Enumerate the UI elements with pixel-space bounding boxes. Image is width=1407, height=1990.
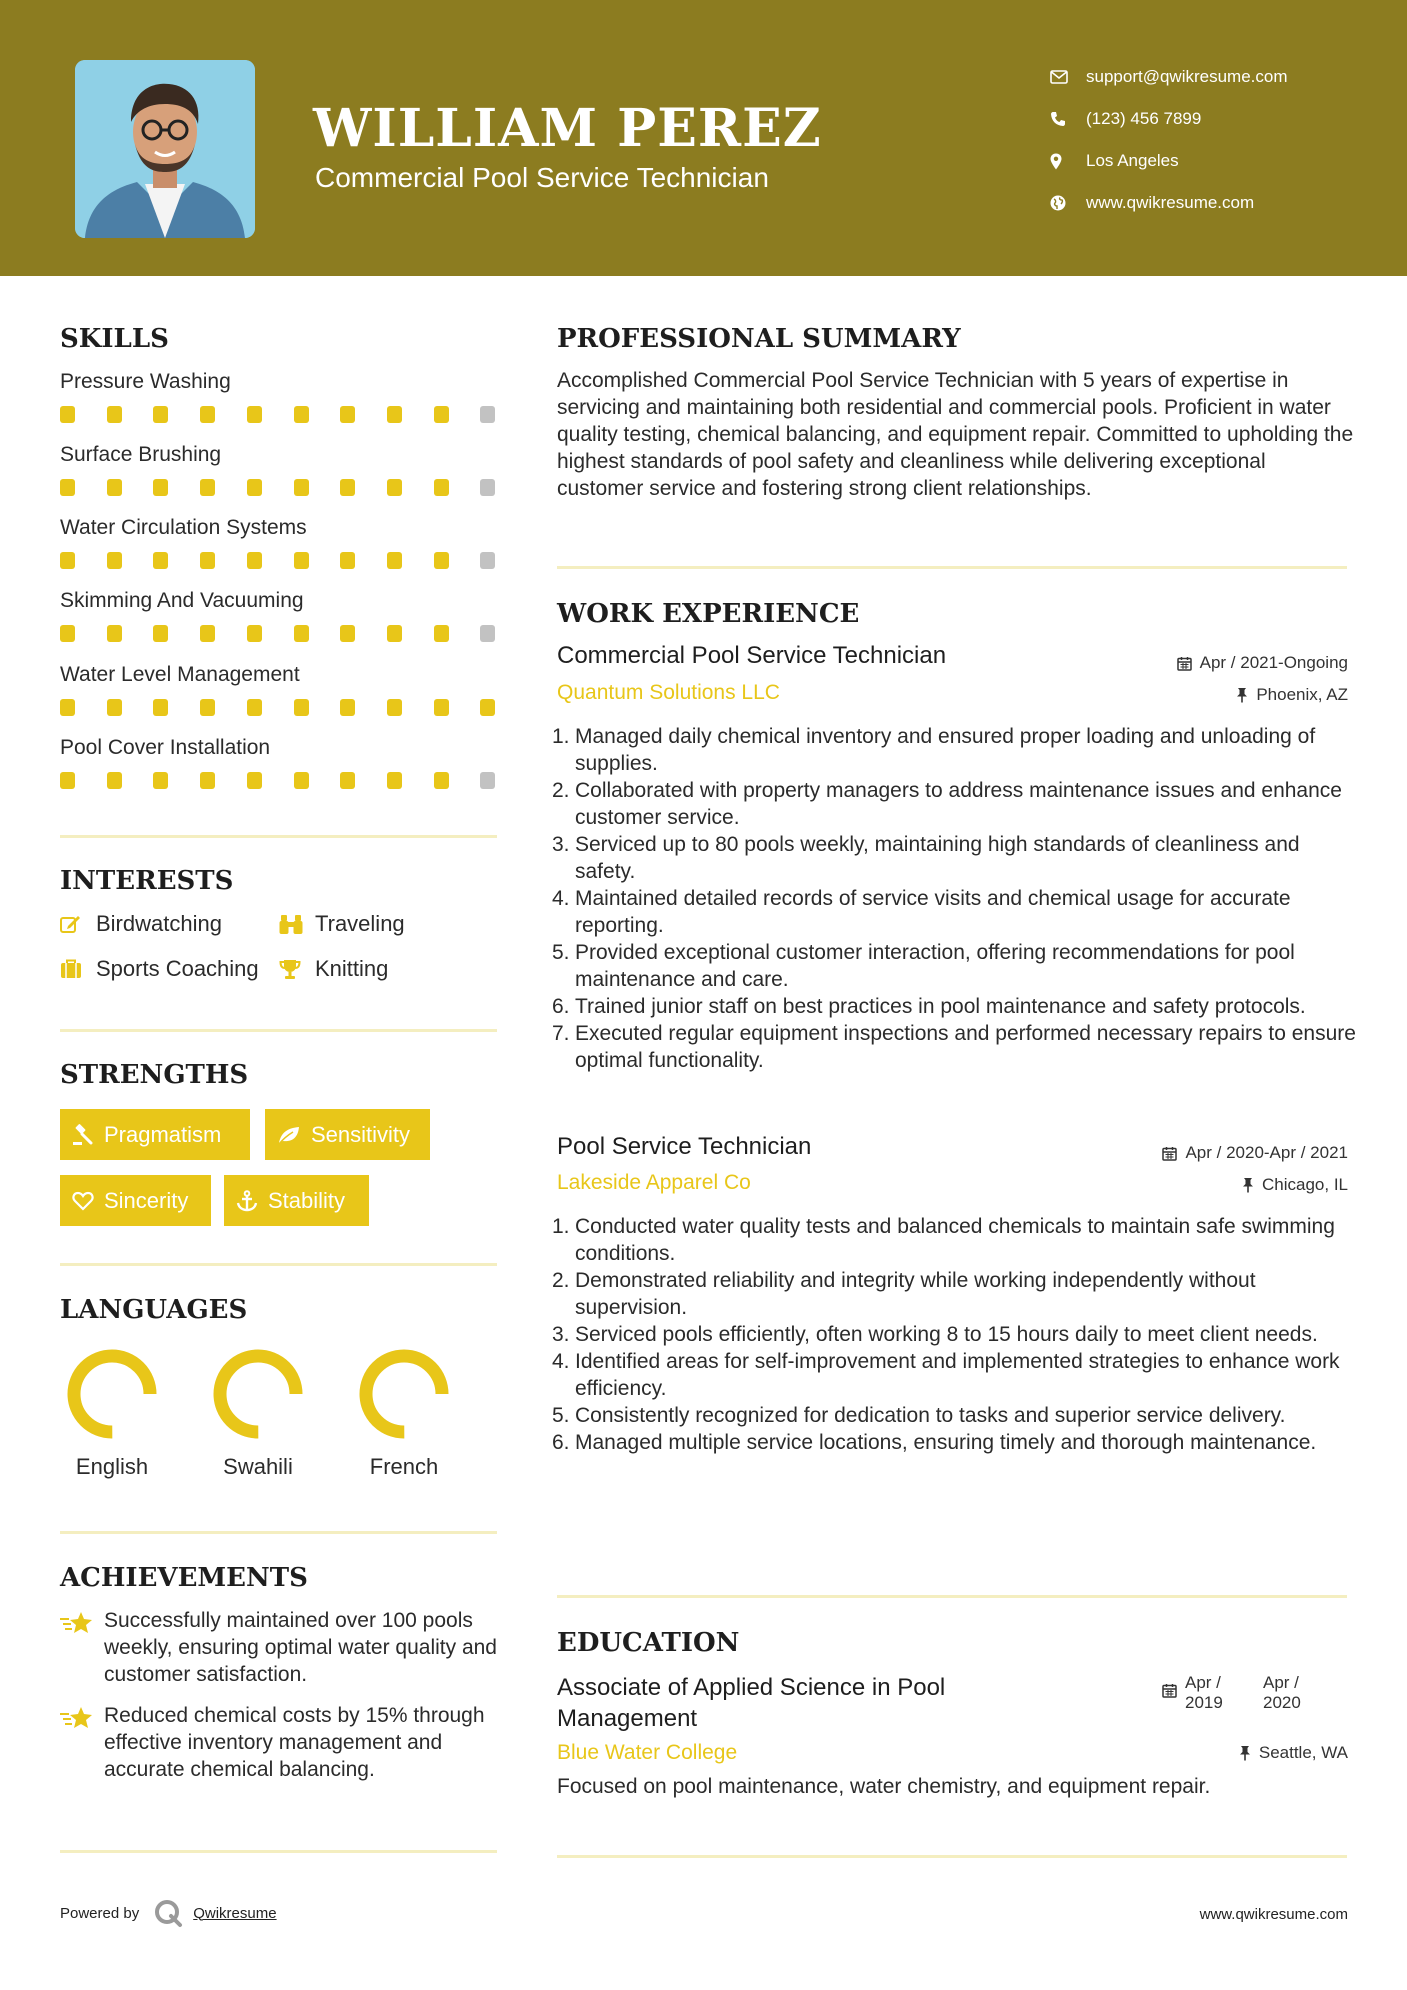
skill-dot-filled: [434, 406, 449, 423]
skill-dot-filled: [200, 406, 215, 423]
contact-website[interactable]: www.qwikresume.com: [1050, 182, 1380, 224]
skill-item: [60, 514, 500, 572]
skill-dot-filled: [107, 479, 122, 496]
skill-dot-filled: [60, 699, 75, 716]
skill-dot-empty: [480, 479, 495, 496]
bullet-item: 6. Managed multiple service locations, ensuring timely and thorough maintenance.: [552, 1431, 1317, 1454]
section-divider: [60, 1531, 497, 1534]
skill-dot-filled: [294, 406, 309, 423]
language-item: [52, 1346, 172, 1480]
pushpin-icon: [1242, 1177, 1254, 1193]
job-bullets: [552, 723, 1357, 1074]
gavel-icon: [72, 1124, 94, 1146]
anchor-icon: [236, 1190, 258, 1212]
bullet-item: 2. Collaborated with property managers to address maintenance issues and enhance customer service.: [552, 779, 1342, 829]
section-divider: [60, 1263, 497, 1266]
language-item: [344, 1346, 464, 1480]
job-date: Apr / 2020-Apr / 2021: [1162, 1143, 1348, 1163]
footer-url-link[interactable]: www.qwikresume.com: [1199, 1906, 1348, 1923]
skill-dot-filled: [294, 699, 309, 716]
skill-item: [60, 368, 500, 426]
skill-dot-filled: [294, 479, 309, 496]
skill-name: Water Level Management: [60, 663, 300, 686]
skill-dot-filled: [247, 699, 262, 716]
skill-dot-filled: [387, 406, 402, 423]
summary-text: Accomplished Commercial Pool Service Technician with 5 years of expertise in servicing and maintaining both residential and commercial pools. Proficient in water quality testing, chemical balancing, and equipment repair. Committed to upholding the highest standards of pool safety and cleanliness while delivering exceptional customer service and fostering strong client relationships.: [557, 369, 1354, 500]
skill-dot-filled: [387, 552, 402, 569]
skill-dot-empty: [480, 406, 495, 423]
language-name: English: [75, 1454, 149, 1479]
footer-brand-link[interactable]: Qwikresume: [193, 1904, 277, 1922]
skill-rating: [60, 479, 500, 499]
skill-dot-filled: [247, 479, 262, 496]
skill-dot-filled: [387, 625, 402, 642]
interest-item: Birdwatching: [60, 911, 222, 937]
skill-dot-filled: [200, 699, 215, 716]
strength-badge: Stability: [224, 1175, 369, 1226]
skill-dot-filled: [107, 625, 122, 642]
skill-dot-filled: [153, 552, 168, 569]
section-divider: [60, 835, 497, 838]
skill-dot-empty: [480, 625, 495, 642]
skill-rating: [60, 772, 500, 792]
achievement-item: [60, 1702, 500, 1783]
skill-dot-filled: [294, 625, 309, 642]
skill-rating: [60, 699, 500, 719]
language-ring: [356, 1346, 452, 1442]
contact-list: [1050, 56, 1380, 224]
pushpin-icon: [1236, 687, 1248, 703]
contact-phone[interactable]: (123) 456 7899: [1050, 98, 1380, 140]
skill-dot-filled: [200, 625, 215, 642]
bullet-item: 3. Serviced pools efficiently, often working 8 to 15 hours daily to meet client needs.: [552, 1323, 1318, 1346]
summary-heading: PROFESSIONAL SUMMARY: [557, 324, 961, 354]
bullet-item: 1. Conducted water quality tests and balanced chemicals to maintain safe swimming conditions.: [552, 1215, 1335, 1265]
shooting-star-icon: [60, 1702, 104, 1783]
bullet-item: 6. Trained junior staff on best practices in pool maintenance and safety protocols.: [552, 995, 1306, 1018]
skill-rating: [60, 625, 500, 645]
job-title: Commercial Pool Service Technician: [557, 642, 947, 669]
skill-dot-filled: [434, 699, 449, 716]
skill-dot-filled: [247, 406, 262, 423]
education-description: Focused on pool maintenance, water chemistry, and equipment repair.: [557, 1775, 1211, 1798]
pushpin-icon: [1239, 1745, 1251, 1761]
section-divider: [557, 566, 1347, 569]
bullet-item: 7. Executed regular equipment inspections and performed necessary repairs to ensure optimal functionality.: [552, 1022, 1356, 1072]
skill-dot-filled: [434, 772, 449, 789]
section-divider: [557, 1855, 1347, 1858]
school-name: Blue Water College: [557, 1741, 738, 1764]
heart-icon: [72, 1191, 94, 1211]
bullet-item: 2. Demonstrated reliability and integrity while working independently without supervision.: [552, 1269, 1256, 1319]
footer-powered-by: Powered by Qwikresume: [60, 1898, 277, 1928]
binoculars-icon: [279, 913, 315, 935]
strengths-heading: STRENGTHS: [60, 1060, 249, 1090]
skill-dot-filled: [387, 772, 402, 789]
skill-dot-empty: [480, 772, 495, 789]
skill-name: Surface Brushing: [60, 443, 222, 466]
education-location: Seattle, WA: [1239, 1743, 1348, 1763]
education-start: Apr / 2019: [1185, 1673, 1223, 1712]
calendar-icon: [1162, 1673, 1177, 1703]
trophy-icon: [279, 958, 315, 980]
language-proficiency-arc: [74, 1356, 150, 1432]
languages-heading: LANGUAGES: [60, 1295, 248, 1325]
language-ring: [64, 1346, 160, 1442]
skill-dot-filled: [294, 772, 309, 789]
section-divider: [60, 1850, 497, 1853]
skill-dot-filled: [153, 625, 168, 642]
calendar-icon: [1177, 656, 1192, 671]
skill-name: Pool Cover Installation: [60, 736, 271, 759]
skill-item: [60, 441, 500, 499]
language-proficiency-arc: [366, 1356, 442, 1432]
skill-dot-filled: [60, 772, 75, 789]
skill-dot-filled: [247, 552, 262, 569]
skill-dot-filled: [107, 406, 122, 423]
skill-dot-filled: [340, 699, 355, 716]
education-date: [1162, 1673, 1313, 1713]
achievement-text: Successfully maintained over 100 pools weekly, ensuring optimal water quality and customer satisfaction.: [104, 1609, 497, 1686]
skill-dot-filled: [200, 552, 215, 569]
skill-item: [60, 587, 500, 645]
language-name: Swahili: [223, 1454, 293, 1479]
skill-dot-filled: [340, 552, 355, 569]
bullet-item: 3. Serviced up to 80 pools weekly, maintaining high standards of cleanliness and safety.: [552, 833, 1300, 883]
experience-heading: WORK EXPERIENCE: [557, 599, 860, 629]
skill-rating: [60, 552, 500, 572]
skill-rating: [60, 406, 500, 426]
briefcase-icon: [60, 959, 96, 979]
interest-item: Knitting: [279, 956, 388, 982]
leaf-icon: [277, 1125, 301, 1145]
job-title: Pool Service Technician: [557, 1133, 812, 1160]
skill-dot-filled: [60, 406, 75, 423]
calendar-icon: [1162, 1146, 1177, 1161]
achievements-heading: ACHIEVEMENTS: [60, 1563, 308, 1593]
language-ring: [210, 1346, 306, 1442]
skill-dot-filled: [340, 625, 355, 642]
strength-badge: Pragmatism: [60, 1109, 250, 1160]
skill-dot-filled: [107, 772, 122, 789]
skill-dot-filled: [107, 552, 122, 569]
skill-dot-filled: [153, 479, 168, 496]
company-name: Lakeside Apparel Co: [557, 1171, 751, 1194]
job-location: Phoenix, AZ: [1236, 685, 1348, 705]
bullet-item: 5. Provided exceptional customer interaction, offering recommendations for pool maintenance and care.: [552, 941, 1295, 991]
pencil-square-icon: [60, 914, 96, 934]
skill-dot-filled: [387, 479, 402, 496]
skill-dot-filled: [200, 479, 215, 496]
section-divider: [557, 1595, 1347, 1598]
skill-dot-filled: [434, 479, 449, 496]
phone-icon: [1050, 111, 1086, 127]
skill-dot-filled: [340, 406, 355, 423]
bullet-item: 4. Identified areas for self-improvement and implemented strategies to enhance work efficiency.: [552, 1350, 1340, 1400]
skill-dot-filled: [434, 552, 449, 569]
skill-name: Water Circulation Systems: [60, 516, 307, 539]
achievement-item: [60, 1607, 500, 1688]
skill-dot-filled: [153, 772, 168, 789]
skill-dot-filled: [60, 479, 75, 496]
map-pin-icon: [1050, 153, 1086, 170]
skill-dot-filled: [294, 552, 309, 569]
interest-item: Sports Coaching: [60, 956, 259, 982]
skill-item: [60, 734, 500, 792]
skill-dot-filled: [480, 699, 495, 716]
skill-name: Pressure Washing: [60, 370, 231, 393]
skill-dot-filled: [247, 625, 262, 642]
language-item: [198, 1346, 318, 1480]
company-name: Quantum Solutions LLC: [557, 681, 780, 704]
header-banner: [0, 0, 1407, 276]
language-proficiency-arc: [220, 1356, 296, 1432]
skill-dot-filled: [153, 699, 168, 716]
envelope-icon: [1050, 70, 1086, 84]
skill-dot-filled: [387, 699, 402, 716]
profile-photo: [75, 60, 255, 238]
bullet-item: 5. Consistently recognized for dedication to tasks and superior service delivery.: [552, 1404, 1286, 1427]
skills-heading: SKILLS: [60, 324, 169, 354]
contact-location: Los Angeles: [1050, 140, 1380, 182]
skill-dot-filled: [107, 699, 122, 716]
candidate-title: Commercial Pool Service Technician: [315, 162, 769, 193]
bullet-item: 4. Maintained detailed records of service visits and chemical usage for accurate reporting.: [552, 887, 1291, 937]
shooting-star-icon: [60, 1607, 104, 1688]
skill-dot-filled: [247, 772, 262, 789]
job-location: Chicago, IL: [1242, 1175, 1348, 1195]
skill-dot-filled: [200, 772, 215, 789]
achievement-text: Reduced chemical costs by 15% through effective inventory management and accurate chemical balancing.: [104, 1704, 485, 1781]
education-heading: EDUCATION: [557, 1628, 740, 1658]
job-date: Apr / 2021-Ongoing: [1177, 653, 1348, 673]
skill-dot-filled: [340, 479, 355, 496]
strength-badge: Sincerity: [60, 1175, 211, 1226]
qwikresume-logo-icon: [153, 1898, 183, 1928]
degree-title: Associate of Applied Science in Pool Management: [557, 1674, 946, 1732]
section-divider: [60, 1029, 497, 1032]
interest-item: Traveling: [279, 911, 405, 937]
skill-dot-filled: [434, 625, 449, 642]
strength-badge: Sensitivity: [265, 1109, 430, 1160]
skill-dot-filled: [60, 552, 75, 569]
globe-icon: [1050, 195, 1086, 211]
skill-dot-filled: [60, 625, 75, 642]
skill-item: [60, 661, 500, 719]
skill-name: Skimming And Vacuuming: [60, 589, 304, 612]
contact-email[interactable]: support@qwikresume.com: [1050, 56, 1380, 98]
skill-dot-empty: [480, 552, 495, 569]
education-end: Apr / 2020: [1263, 1673, 1301, 1712]
skill-dot-filled: [340, 772, 355, 789]
job-bullets: [552, 1213, 1357, 1456]
language-name: French: [369, 1454, 439, 1479]
bullet-item: 1. Managed daily chemical inventory and ensured proper loading and unloading of supplies.: [552, 725, 1316, 775]
candidate-name: WILLIAM PEREZ: [313, 98, 822, 159]
skill-dot-filled: [153, 406, 168, 423]
interests-heading: INTERESTS: [60, 866, 234, 896]
